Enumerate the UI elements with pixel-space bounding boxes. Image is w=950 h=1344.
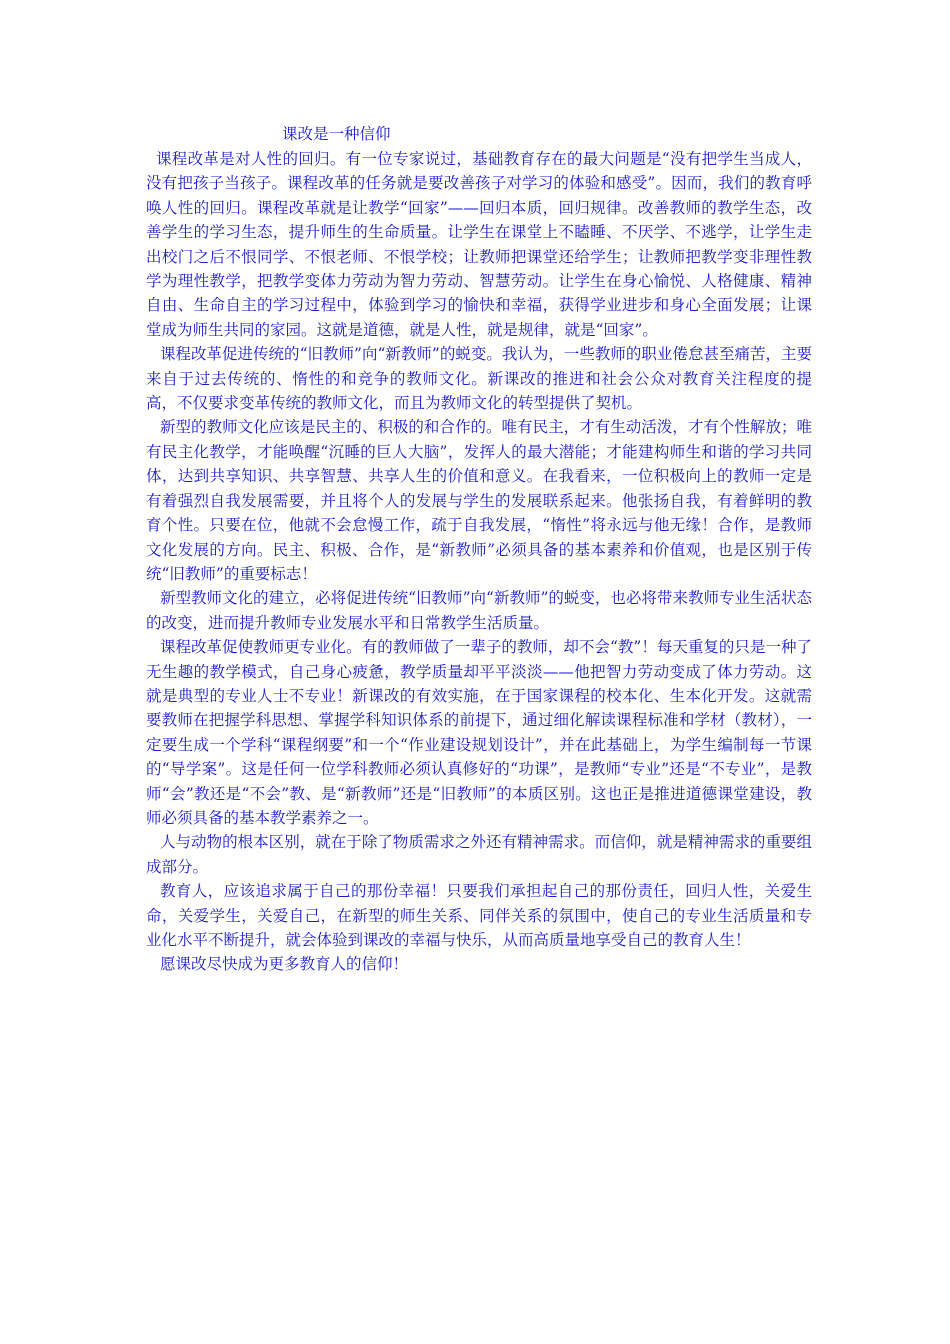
paragraph-8: 愿课改尽快成为更多教育人的信仰！	[160, 955, 409, 974]
paragraph-5: 课程改革促使教师更专业化。有的教师做了一辈子的教师，却不会“教”！每天重复的只是一种了无生趣的教学模式，自己身心疲惫，教学质量却平平淡淡——他把智力劳动变成了体力劳动。这就是典型的专业人士不专业！新课改的有效实施，在于国家课程的校本化、生本化开发。这就需要教师在把握学科思想、掌握学科知识体系的前提下，通过细化解读课程标准和学材（教材），一定要生成一个学科“课程纲要”和一个“作业建设规划设计”，并在此基础上，为学生编制每一节课的“导学案”。这是任何一位学科教师必须认真修好的“功课”，是教师“专业”还是“不专业”，是教师“会”教还是“不会”教、是“新教师”还是“旧教师”的本质区别。这也正是推进道德课堂建设，教师必须具备的基本教学素养之一。	[146, 638, 812, 827]
paragraph-1: 课程改革是对人性的回归。有一位专家说过，基础教育存在的最大问题是“没有把学生当成人，没有把孩子当孩子。课程改革的任务就是要改善孩子对学习的体验和感受”。因而，我们的教育呼唤人性的回归。课程改革就是让教学“回家”——回归本质，回归规律。改善教师的教学生态，改善学生的学习生态，提升师生的生命质量。让学生在课堂上不瞌睡、不厌学、不逃学，让学生走出校门之后不恨同学、不恨老师、不恨学校；让教师把课堂还给学生；让教师把教学变非理性教学为理性教学，把教学变体力劳动为智力劳动、智慧劳动。让学生在身心愉悦、人格健康、精神自由、生命自主的学习过程中，体验到学习的愉快和幸福，获得学业进步和身心全面发展；让课堂成为师生共同的家园。这就是道德，就是人性，就是规律，就是“回家”。	[146, 150, 812, 339]
paragraph-3: 新型的教师文化应该是民主的、积极的和合作的。唯有民主，才有生动活泼，才有个性解放；唯有民主化教学，才能唤醒“沉睡的巨人大脑”，发挥人的最大潜能；才能建构师生和谐的学习共同体，达到共享知识、共享智慧、共享人生的价值和意义。在我看来，一位积极向上的教师一定是有着强烈自我发展需要，并且将个人的发展与学生的发展联系起来。他张扬自我，有着鲜明的教育个性。只要在位，他就不会怠慢工作，疏于自我发展，“惰性”将永远与他无缘！合作，是教师文化发展的方向。民主、积极、合作，是“新教师”必须具备的基本素养和价值观，也是区别于传统“旧教师”的重要标志！	[146, 418, 812, 583]
paragraph-4: 新型教师文化的建立，必将促进传统“旧教师”向“新教师”的蜕变，也必将带来教师专业生活状态的改变，进而提升教师专业发展水平和日常教学生活质量。	[146, 589, 812, 632]
paragraph-6: 人与动物的根本区别，就在于除了物质需求之外还有精神需求。而信仰，就是精神需求的重要组成部分。	[146, 833, 812, 876]
document-body	[146, 121, 812, 977]
paragraph-7: 教育人，应该追求属于自己的那份幸福！只要我们承担起自己的那份责任，回归人性，关爱生命，关爱学生，关爱自己，在新型的师生关系、同伴关系的氛围中，使自己的专业生活质量和专业化水平不断提升，就会体验到课改的幸福与快乐，从而高质量地享受自己的教育人生！	[146, 882, 812, 949]
document-title: 课改是一种信仰	[282, 125, 391, 143]
paragraph-2: 课程改革促进传统的“旧教师”向“新教师”的蜕变。我认为，一些教师的职业倦怠甚至痛苦，主要来自于过去传统的、惰性的和竞争的教师文化。新课改的推进和社会公众对教育关注程度的提高，不仅要求变革传统的教师文化，而且为教师文化的转型提供了契机。	[146, 345, 812, 413]
